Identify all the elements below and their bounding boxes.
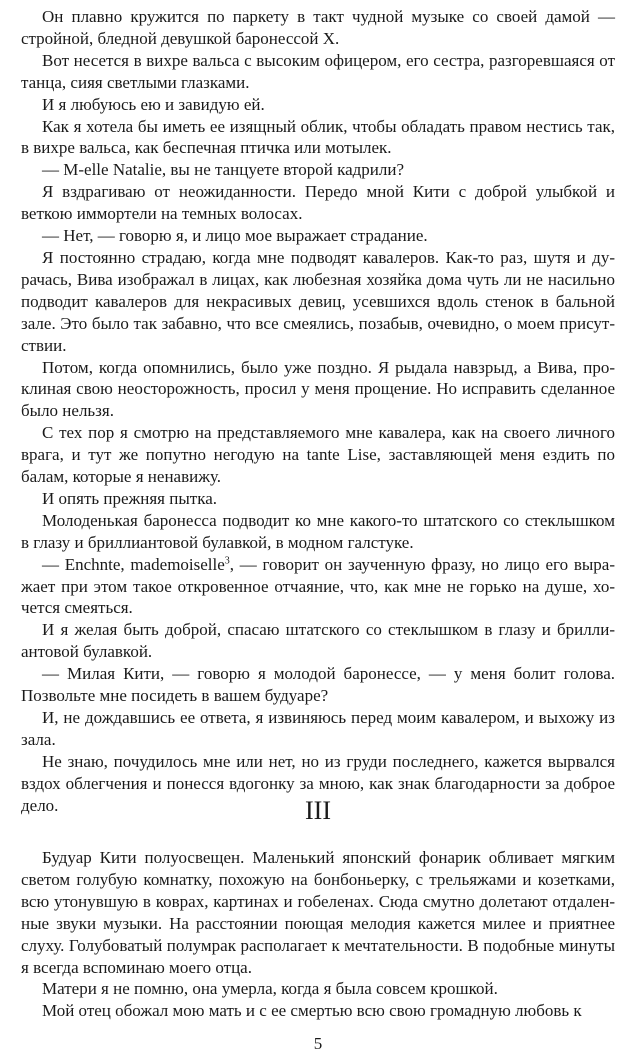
paragraph: — Милая Кити, — говорю я молодой баронессе, — у меня болит голова. Позвольте мне посидеть в вашем будуаре?: [21, 664, 615, 706]
paragraph: И я любуюсь ею и завидую ей.: [42, 94, 265, 114]
paragraph: И, не дождавшись ее ответа, я извиняюсь перед моим кавалером, и выхожу из зала.: [21, 708, 615, 749]
paragraph: — Нет, — говорю я, и лицо мое выражает страдание.: [42, 226, 428, 246]
paragraph: Мой отец обожал мою мать и с ее смертью всю свою громадную любовь к: [42, 1001, 582, 1021]
paragraph: И я желая быть доброй, спасаю штатского со стеклышком в глазу и бриллиантовой булавкой.: [21, 620, 615, 662]
chapter-text-upper: [21, 6, 615, 817]
enchante-phrase: — Enchnte, mademoiselle: [42, 554, 225, 574]
paragraph: Он плавно кружится по паркету в такт чудной музыке со своей дамой — стройной, бледной девушкой баронессой Х.: [21, 7, 615, 48]
paragraph: Молоденькая баронесса подводит ко мне какого-то штатского со стеклышком в глазу и бриллиантовой булавкой, в модном галстуке.: [21, 510, 615, 552]
paragraph: С тех пор я смотрю на представляемого мне кавалера, как на своего личного врага, и тут же попутно негодую на tante Lise, заставляющей меня ездить по балам, которые я ненавижу.: [21, 423, 615, 487]
enchante-rest: , — говорит он заученную фразу, но лицо его выражает при этом такое откровенное отчаяние, что, как мне не горько на душе, хочется смеяться.: [21, 554, 615, 618]
page-number: 5: [313, 1034, 323, 1053]
chapter-heading: III: [305, 796, 331, 825]
paragraph: Будуар Кити полуосвещен. Маленький японский фонарик обливает мягким светом голубую комнатку, похожую на бонбоньерку, с трельяжами и козетками, всю утонувшую в коврах, картинах и гобеленах. Сюда смутно долетают отдаленные звуки музыки. На расстоянии поющая мелодия кажется милее и приятнее слуху. Голубоватый полумрак располагает к мечтательности. В подобные минуты я всегда вспоминаю моего отца.: [21, 848, 615, 977]
paragraph: И опять прежняя пытка.: [42, 488, 217, 508]
paragraph: Я вздрагиваю от неожиданности. Передо мной Кити с доброй улыбкой и веткою иммортели на темных волосах.: [21, 182, 615, 224]
paragraph: Как я хотела бы иметь ее изящный облик, чтобы обладать правом нестись так, в вихре вальса, как беспечная птичка или мотылек.: [21, 116, 615, 158]
paragraph: Я постоянно страдаю, когда мне подводят кавалеров. Как-то раз, шутя и дурачась, Вива изображал в лицах, как любезная хозяйка дома чуть ли не насильно подводит кавалеров для некрасивых девиц, усевшихся вдоль стенок в бальной зале. Это было так забавно, что все смеялись, позабыв, очевидно, о моем присутствии.: [21, 247, 615, 355]
paragraph: Не знаю, почудилось мне или нет, но из груди последнего, кажется вырвался вздох облегчения и понесся вдогонку за мною, как знак благодарности за доброе дело.: [21, 751, 615, 815]
paragraph: Матери я не помню, она умерла, когда я была совсем крошкой.: [42, 979, 498, 999]
footnote-marker: 3: [224, 555, 230, 566]
paragraph: Потом, когда опомнились, было уже поздно. Я рыдала навзрыд, а Вива, проклиная свою неосторожность, просил у меня прощение. Но исправить сделанное было нельзя.: [21, 357, 615, 421]
paragraph: — M-elle Natalie, вы не танцуете второй кадрили?: [42, 160, 404, 180]
chapter-text-lower: [21, 847, 615, 1022]
paragraph-enchante: [21, 554, 615, 620]
paragraph: Вот несется в вихре вальса с высоким офицером, его сестра, разгоревшаяся от танца, сияя светлыми глазками.: [21, 50, 615, 92]
